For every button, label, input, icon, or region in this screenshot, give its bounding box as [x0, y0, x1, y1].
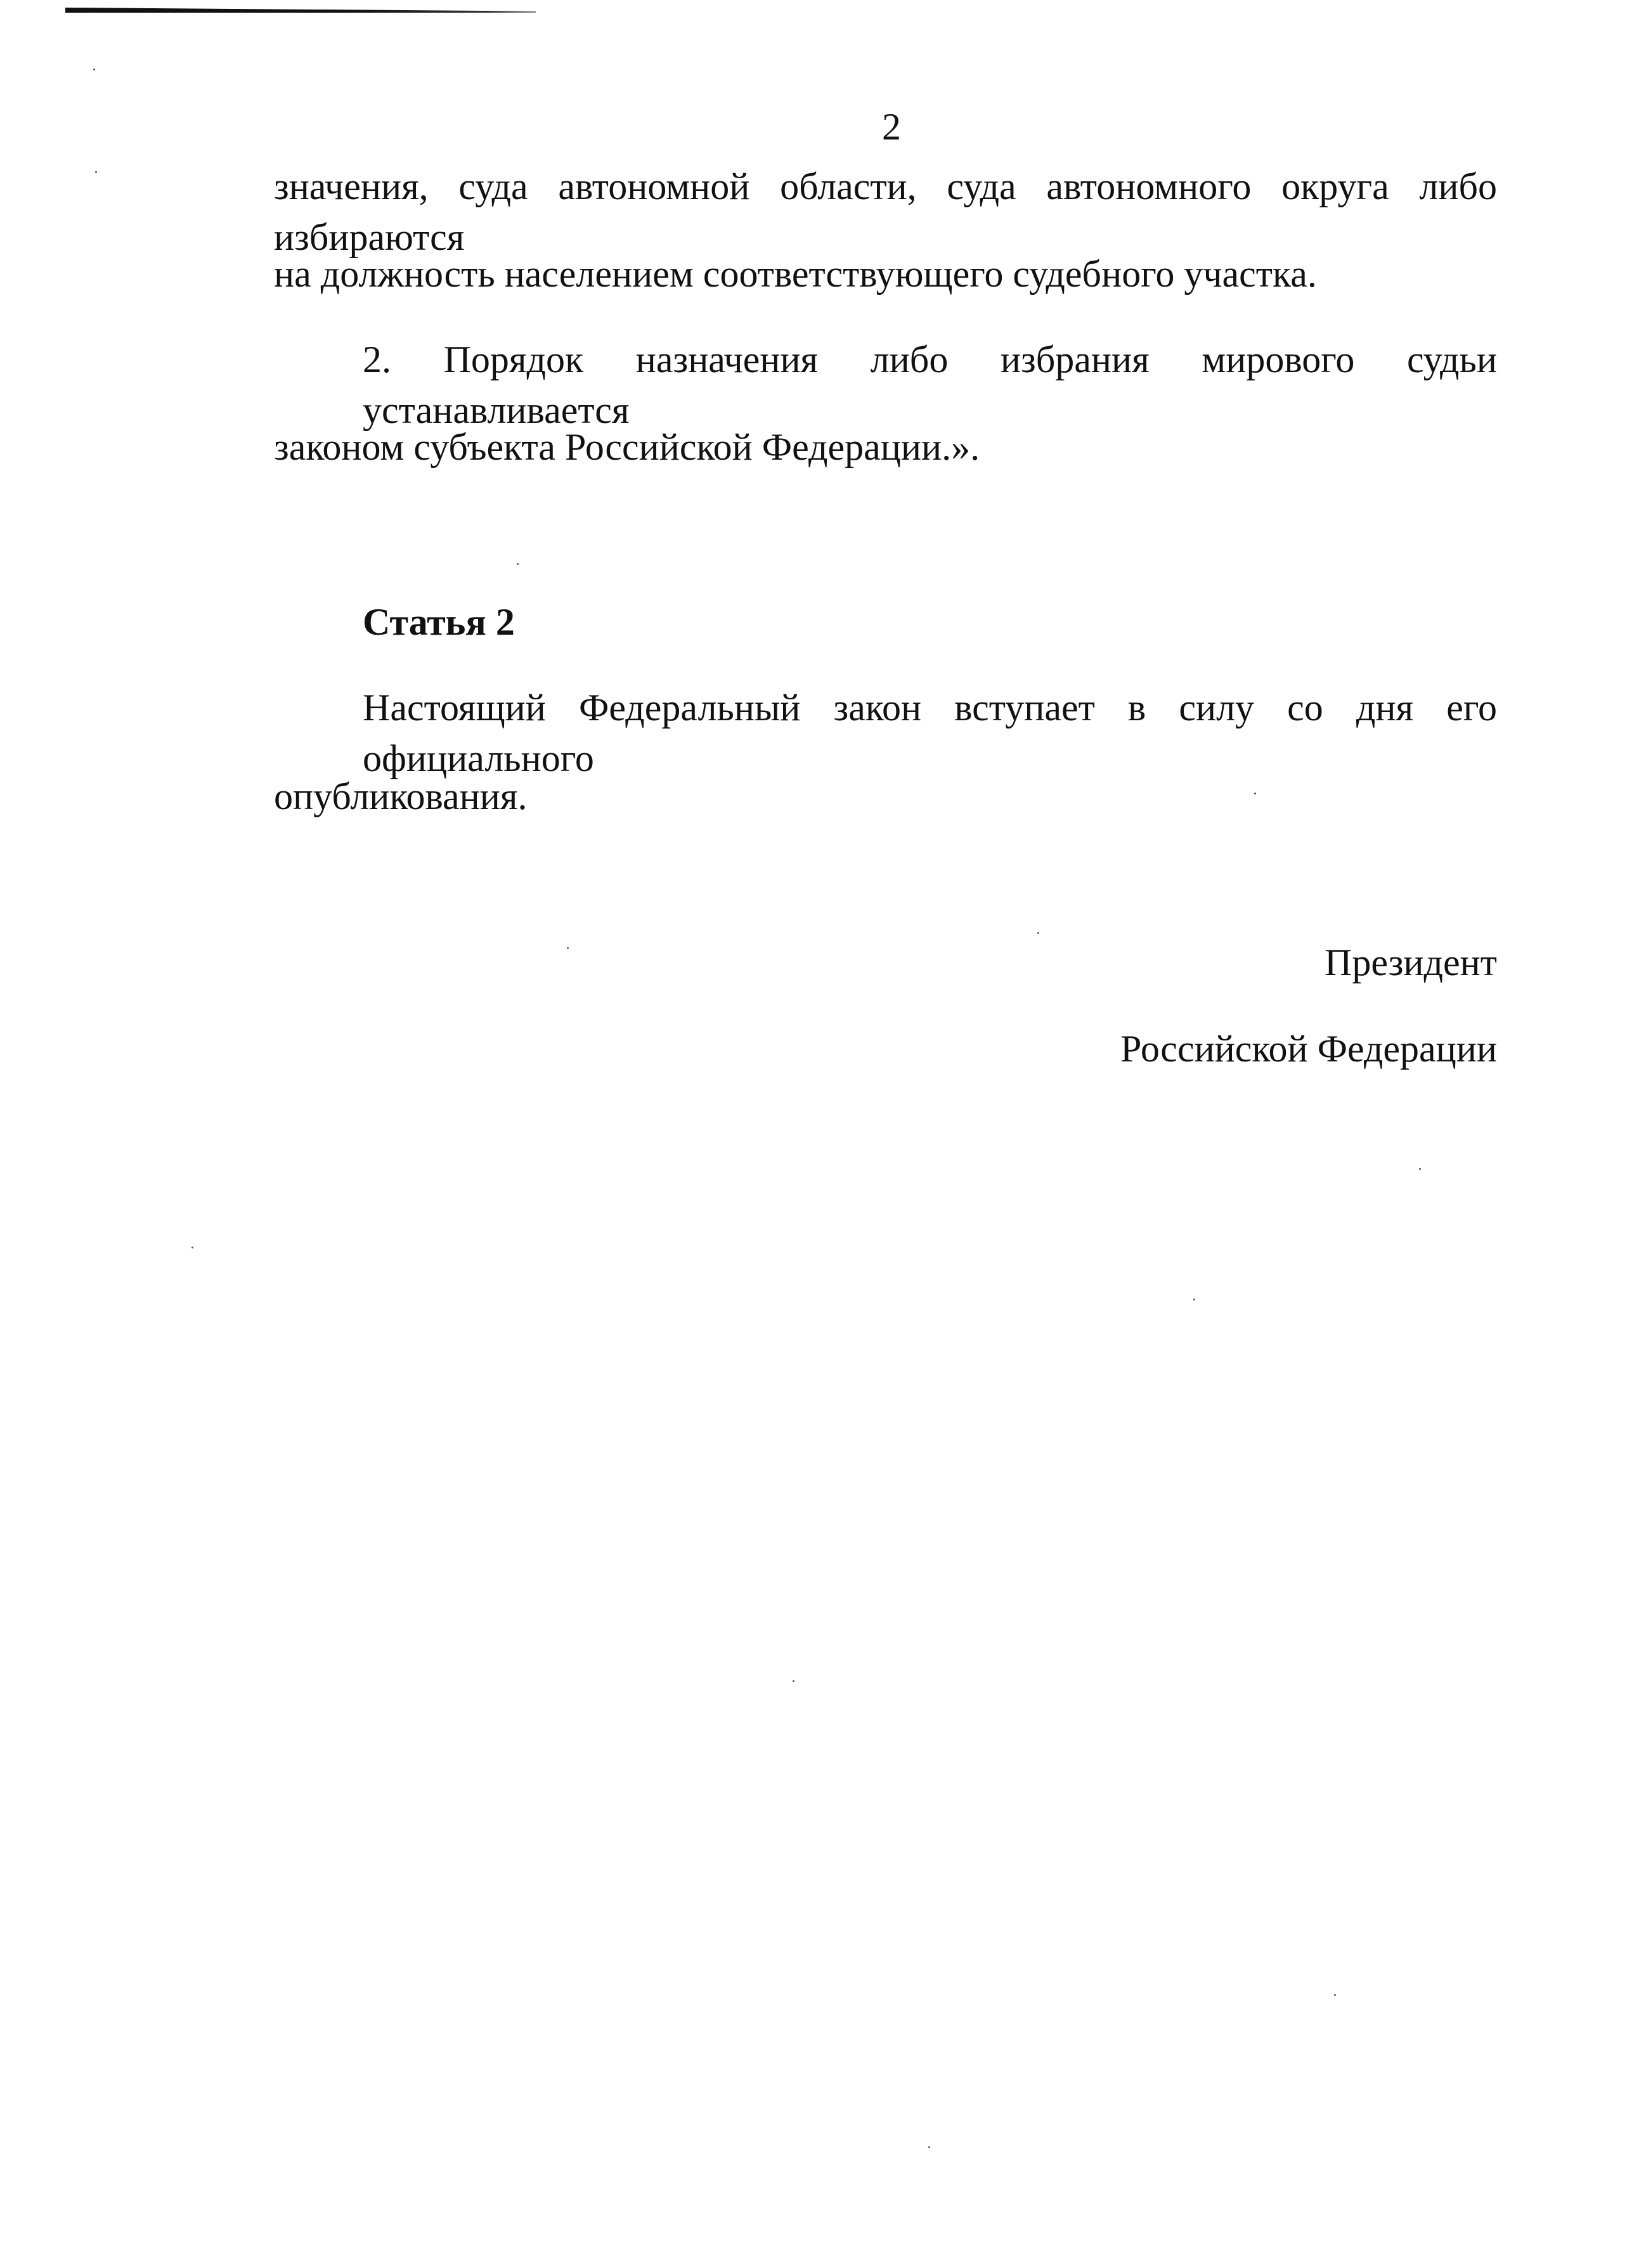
- scan-speck: [1254, 793, 1256, 794]
- page-number: 2: [882, 106, 901, 148]
- signature-title-line2: Российской Федерации: [1120, 1028, 1497, 1070]
- paragraph1-line1: значения, суда автономной области, суда автономного округа либо избираются: [274, 165, 1497, 258]
- scan-speck: [1419, 1168, 1421, 1170]
- paragraph2-line2: законом субъекта Российской Федерации.».: [274, 426, 980, 468]
- paragraph1-line2: на должность населением соответствующего судебного участка.: [274, 253, 1317, 295]
- scan-speck: [1037, 932, 1039, 934]
- paragraph2-line1: 2. Порядок назначения либо избрания мирового судьи устанавливается: [363, 339, 1497, 431]
- article2-line2: опубликования.: [274, 775, 528, 817]
- signature-title-line1: Президент: [1325, 942, 1497, 983]
- scan-speck: [1193, 1299, 1195, 1300]
- article2-heading: Статья 2: [363, 601, 515, 643]
- scan-speck: [93, 68, 95, 70]
- scan-speck: [517, 563, 519, 565]
- scan-speck: [191, 1247, 193, 1248]
- scan-speck: [1334, 1994, 1336, 1996]
- article2-line1: Настоящий Федеральный закон вступает в силу со дня его официального: [363, 687, 1497, 779]
- scan-edge-bar: [65, 8, 536, 13]
- scan-speck: [95, 171, 97, 173]
- scan-speck: [793, 1680, 794, 1682]
- scan-speck: [928, 2146, 930, 2148]
- scan-speck: [567, 947, 569, 949]
